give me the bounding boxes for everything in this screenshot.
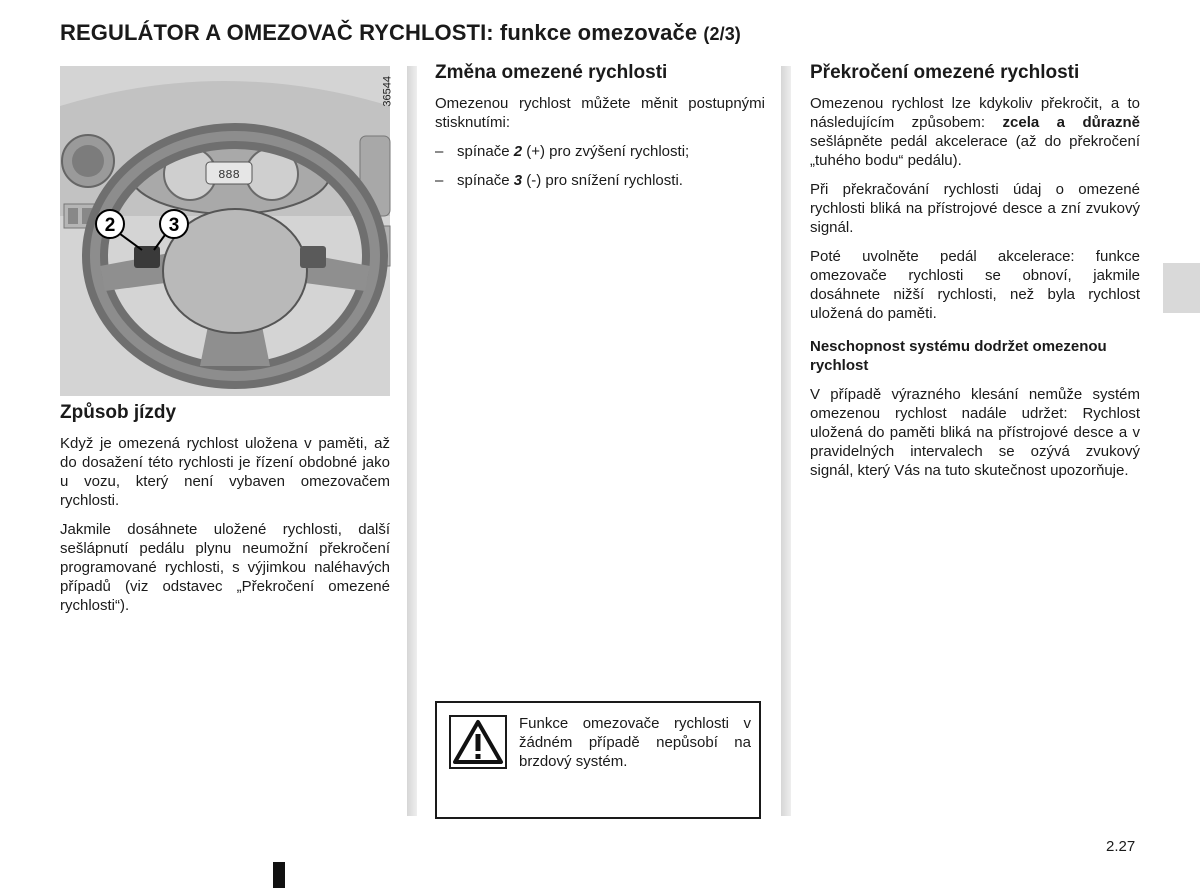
- column-separator: [407, 66, 417, 816]
- emphasis-text: zcela a důrazně: [1002, 114, 1140, 131]
- section-heading-driving: Způsob jízdy: [60, 402, 177, 423]
- paragraph: Když je omezená rychlost uložena v paměti, až do dosažení této rychlosti je řízení obdobné jako u vozu, který není vybaven omezovačem rychlosti.: [60, 435, 390, 509]
- list-item-suffix: (-) pro snížení rychlosti.: [522, 172, 683, 189]
- list-item-text: [457, 171, 683, 190]
- figure-code: 36544: [382, 76, 394, 107]
- print-cut-mark: [273, 862, 285, 888]
- column-left: [60, 66, 394, 625]
- warning-text: Funkce omezovače rychlosti v žádném případě nepůsobí na brzdový systém.: [519, 715, 751, 770]
- cluster-readout: 888: [218, 168, 240, 182]
- title-part: (2/3): [703, 24, 741, 44]
- section-heading-change-speed: Změna omezené rychlosti: [435, 62, 668, 83]
- page-title: [60, 20, 820, 46]
- paragraph: Omezenou rychlost můžete měnit postupnými stisknutími:: [435, 95, 765, 131]
- column-right: [810, 62, 1140, 490]
- paragraph: V případě výrazného klesání nemůže systém omezenou rychlost nadále udržet: Rychlost uložená do paměti bliká na přístrojové desce a v pravidelných intervalech se ozývá zvukový signál, který Vás na tuto skutečnost upozorňuje.: [810, 386, 1140, 479]
- switch-number: 3: [513, 172, 523, 189]
- page-number: 2.27: [1106, 838, 1136, 855]
- title-text: REGULÁTOR A OMEZOVAČ RYCHLOSTI: funkce omezovače: [60, 20, 698, 45]
- chapter-tab-marker: [1163, 263, 1200, 313]
- section-heading-exceeding: Překročení omezené rychlosti: [810, 62, 1080, 83]
- column-separator: [781, 66, 791, 816]
- list-dash: –: [435, 172, 444, 189]
- paragraph-text: Omezenou rychlost lze kdykoliv překročit, a to následujícím způsobem:: [810, 95, 1140, 131]
- list-item: [435, 171, 765, 190]
- paragraph-text: sešlápněte pedál akcelerace (až do překročení „tuhého bodu“ pedálu).: [810, 133, 1140, 169]
- column-middle: [435, 62, 765, 200]
- paragraph: Jakmile dosáhnete uložené rychlosti, další sešlápnutí pedálu plynu neumožní překročení programované rychlosti, s výjimkou naléhavých případů (viz odstavec „Překročení omezené rychlosti“).: [60, 521, 390, 614]
- list-item-text: [457, 142, 689, 161]
- list-dash: –: [435, 143, 444, 160]
- paragraph: Poté uvolněte pedál akcelerace: funkce omezovače rychlosti se obnoví, jakmile dosáhnete nižší rychlosti, než byla rychlost uložená do paměti.: [810, 248, 1140, 322]
- list-item-prefix: spínače: [457, 143, 514, 160]
- switch-list: [435, 142, 765, 190]
- warning-box: [435, 701, 761, 819]
- callout-2: 2: [104, 215, 116, 236]
- warning-triangle-icon: [449, 715, 507, 769]
- list-item: [435, 142, 765, 161]
- callout-3: 3: [168, 215, 180, 236]
- list-item-prefix: spínače: [457, 172, 514, 189]
- paragraph: Při překračování rychlosti údaj o omezené rychlosti bliká na přístrojové desce a zní zvukový signál.: [810, 181, 1140, 236]
- steering-wheel-drawing: [60, 66, 390, 396]
- paragraph: [810, 94, 1140, 170]
- steering-wheel-illustration: [60, 66, 394, 396]
- switch-number: 2: [513, 143, 523, 160]
- list-item-suffix: (+) pro zvýšení rychlosti;: [522, 143, 690, 160]
- subheading-system-limit: Neschopnost systému dodržet omezenou rychlost: [810, 338, 1107, 374]
